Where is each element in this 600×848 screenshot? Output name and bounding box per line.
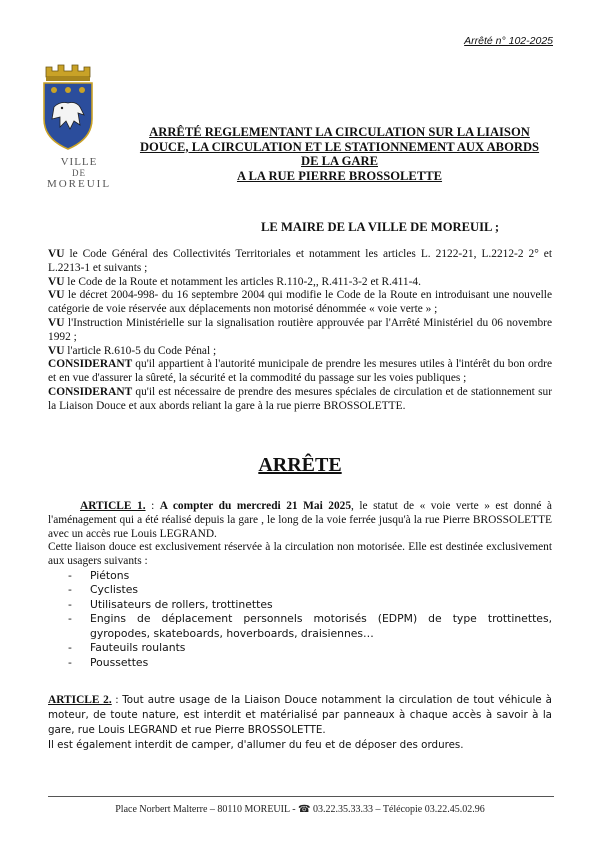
article-2-paragraph-2: Il est également interdit de camper, d'allumer du feu et de déposer des ordures. bbox=[48, 739, 464, 751]
considerant-text: qu'il est nécessaire de prendre des mesures spéciales de circulation et de stationnement sur la Liaison Douce et aux abords reliant la gare à la rue pierre BROSSOLETTE. bbox=[48, 385, 552, 412]
article-1-paragraph bbox=[48, 500, 552, 541]
list-item: - Utilisateurs de rollers, trottinettes bbox=[68, 597, 273, 611]
considerant-paragraph bbox=[48, 358, 552, 386]
article-1-paragraph-2: Cette liaison douce est exclusivement réservée à la circulation non motorisée. Elle est destinée exclusivement aux usagers suivants : bbox=[48, 541, 552, 568]
title-line: DOUCE, LA CIRCULATION ET LE STATIONNEMENT AUX ABORDS bbox=[139, 139, 540, 154]
list-item: - Piétons bbox=[68, 568, 130, 582]
considerant-paragraph bbox=[48, 248, 552, 276]
considerant-paragraph bbox=[48, 317, 552, 345]
article-2-paragraph bbox=[48, 693, 552, 738]
footer-divider bbox=[48, 796, 554, 797]
considerant-lead: CONSIDERANT bbox=[48, 358, 133, 371]
decree-title bbox=[118, 125, 561, 183]
considerant-lead: VU bbox=[48, 248, 65, 260]
list-item: - Engins de déplacement personnels motorisés (EDPM) de type trottinettes, gyropodes, skateboards, hoverboards, draisiennes… bbox=[68, 612, 552, 640]
article-separator: : bbox=[145, 500, 160, 512]
list-item: - Fauteuils roulants bbox=[68, 641, 186, 655]
considerant-paragraph bbox=[48, 386, 552, 414]
article-2 bbox=[48, 693, 552, 753]
considerant-lead: VU bbox=[48, 275, 65, 288]
article-1-text: , le statut de « voie verte » est donné à l'aménagement qui a été réalisé depuis la gare , le long de la voie ferrée jusqu'à la rue Pierre BROSSOLETTE avec un accès rue Louis LEGRAND. bbox=[48, 500, 552, 540]
arrete-heading: ARRÊTE bbox=[258, 454, 342, 476]
considerant-text: l'Instruction Ministérielle sur la signalisation routière approuvée par l'Arrêté Ministériel du 06 novembre 1992 ; bbox=[48, 316, 552, 343]
list-item: - Poussettes bbox=[68, 655, 149, 669]
considerants-block bbox=[48, 248, 552, 414]
considerant-lead: CONSIDERANT bbox=[48, 385, 133, 398]
considerant-paragraph bbox=[48, 276, 552, 290]
considerant-text: le Code de la Route et notamment les articles R.110-2,, R.411-3-2 et R.411-4. bbox=[64, 275, 421, 288]
footer-address: Place Norbert Malterre – 80110 MOREUIL - ☎ 03.22.35.33.33 – Télécopie 03.22.45.02.96 bbox=[115, 804, 485, 815]
list-item: - Cyclistes bbox=[68, 583, 138, 597]
title-line: DE LA GARE bbox=[301, 154, 378, 168]
decree-reference: Arrêté n° 102-2025 bbox=[464, 35, 553, 47]
title-line: ARRÊTÉ REGLEMENTANT LA CIRCULATION SUR LA LIAISON bbox=[149, 125, 530, 139]
town-coat-of-arms bbox=[40, 63, 96, 153]
considerant-text: le décret 2004-998- du 16 septembre 2004 qui modifie le Code de la Route en introduisant une nouvelle catégorie de voie réservée aux déplacements non motorisé dénommée « voie verte » ; bbox=[48, 289, 552, 316]
title-line: A LA RUE PIERRE BROSSOLETTE bbox=[236, 168, 443, 183]
considerant-lead: VU bbox=[48, 289, 65, 302]
mayor-line: LE MAIRE DE LA VILLE DE MOREUIL ; bbox=[261, 220, 500, 234]
considerant-lead: VU bbox=[48, 344, 65, 357]
considerant-text: qu'il appartient à l'autorité municipale de prendre les mesures utiles à l'intérêt du bon ordre et en vue d'assurer la sûreté, la sécurité et la commodité du passage sur les voies publiques ; bbox=[48, 358, 552, 385]
article-1-label: ARTICLE 1. bbox=[80, 500, 146, 512]
article-1-date: A compter du mercredi 21 Mai 2025 bbox=[159, 500, 352, 512]
considerant-text: le Code Général des Collectivités Territoriales et notamment les articles L. 2122-21, L.2212-2 2° et L.2213-1 et suivants ; bbox=[48, 248, 552, 274]
article-separator: : bbox=[111, 694, 123, 706]
considerant-paragraph bbox=[48, 345, 552, 359]
town-label-line: VILLE bbox=[60, 156, 98, 168]
article-2-text: Tout autre usage de la Liaison Douce notamment la circulation de tout véhicule à moteur, de toute nature, est interdit et matérialisé par panneaux à chaque accès à savoir à la gare, rue Louis LEGRAND et rue Pierre BROSSOLETTE. bbox=[48, 694, 552, 736]
town-label bbox=[40, 156, 118, 190]
user-list bbox=[48, 569, 552, 671]
considerant-lead: VU bbox=[48, 316, 65, 329]
article-2-label: ARTICLE 2. bbox=[48, 694, 112, 706]
town-label-line: MOREUIL bbox=[46, 178, 112, 190]
considerant-paragraph bbox=[48, 289, 552, 317]
considerant-text: l'article R.610-5 du Code Pénal ; bbox=[64, 344, 217, 357]
article-1 bbox=[48, 500, 552, 670]
town-label-line: DE bbox=[72, 168, 86, 178]
